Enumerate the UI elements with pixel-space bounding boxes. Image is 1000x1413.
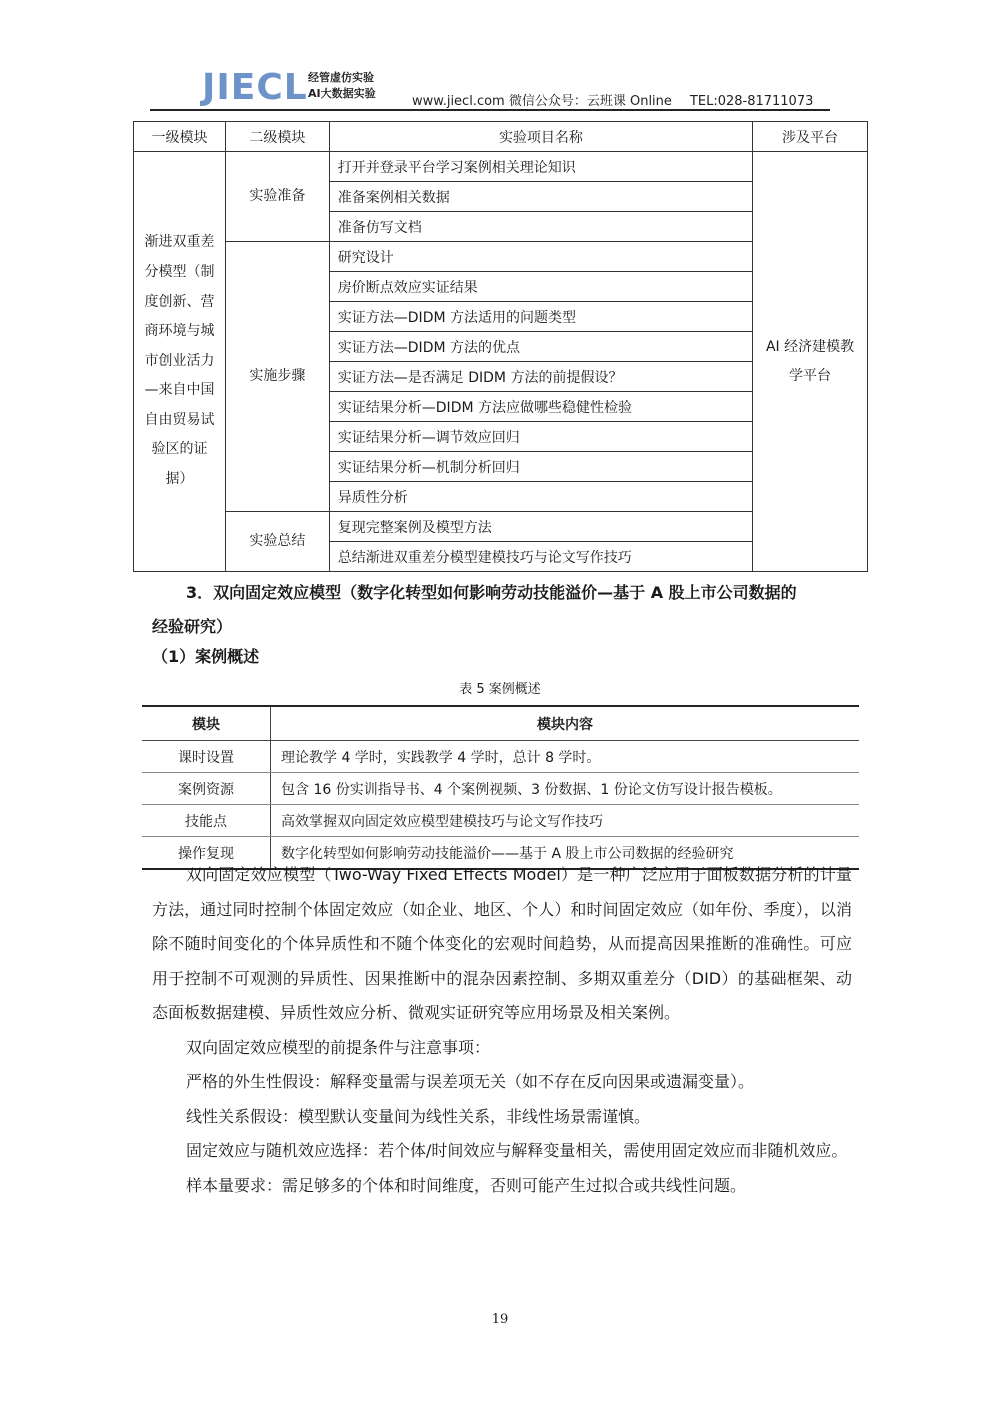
table-header-cell: 一级模块 [134,122,226,152]
experiment-item: 异质性分析 [329,482,752,512]
platform-cell: AI 经济建模教学平台 [753,152,868,572]
page-number: 19 [491,1312,509,1327]
table-caption: 表 5 案例概述 [459,682,541,697]
experiment-item: 准备案例相关数据 [329,182,752,212]
section-heading-line1: 3．双向固定效应模型（数字化转型如何影响劳动技能溢价—基于 A 股上市公司数据的 [186,583,797,602]
experiment-item: 实证结果分析—DIDM 方法应做哪些稳健性检验 [329,392,752,422]
level2-module-cell: 实验准备 [225,152,329,242]
body-text [152,858,852,1203]
table-header-row [134,122,868,152]
section-heading-line2: 经验研究） [152,617,233,636]
header-contact [412,90,813,109]
table-header-cell: 模块内容 [271,706,860,741]
table-header-cell: 模块 [142,706,271,741]
table-header-cell: 涉及平台 [753,122,868,152]
page-header [150,64,850,110]
table-cell: 操作复现 [142,837,271,870]
header-tel: TEL:028-81711073 [689,94,814,109]
table-header-cell: 实验项目名称 [329,122,752,152]
experiment-item: 实证结果分析—调节效应回归 [329,422,752,452]
experiment-item: 实证方法—是否满足 DIDM 方法的前提假设？ [329,362,752,392]
table-cell: 理论教学 4 学时，实践教学 4 学时，总计 8 学时。 [271,741,860,773]
experiment-item: 实证方法—DIDM 方法的优点 [329,332,752,362]
logo-subtitle-line1: 经管虚仿实验 [308,71,374,84]
experiment-item: 房价断点效应实证结果 [329,272,752,302]
table-cell: 数字化转型如何影响劳动技能溢价——基于 A 股上市公司数据的经验研究 [281,845,734,862]
paragraph: 双向固定效应模型的前提条件与注意事项： [186,1037,491,1057]
level2-module-cell: 实验总结 [225,512,329,572]
table-cell: 案例资源 [142,773,271,805]
paragraph: 固定效应与随机效应选择：若个体/时间效应与解释变量相关，需使用固定效应而非随机效应。 [186,1141,848,1160]
paragraph: 样本量要求：需足够多的个体和时间维度，否则可能产生过拟合或共线性问题。 [186,1175,747,1195]
logo-subtitle-line2: AI大数据实验 [308,87,376,100]
table-cell: 高效掌握双向固定效应模型建模技巧与论文写作技巧 [271,805,860,837]
table-cell: 包含 16 份实训指导书、4 个案例视频、3 份数据、1 份论文仿写设计报告模板。 [271,773,860,805]
jiecl-logo: JIECL [202,67,308,108]
paragraph: 线性关系假设：模型默认变量间为线性关系，非线性场景需谨慎。 [186,1106,651,1126]
paragraph: 双向固定效应模型（Two-Way Fixed Effects Model）是一种广泛应用于面板数据分析的计量方法，通过同时控制个体固定效应（如企业、地区、个人）和时间固定效应（如年份、季度），以消除不随时间变化的个体异质性和不随个体变化的宏观时间趋势，从而提高因果推断的准确性。可应用于控制不可观测的异质性、因果推断中的混杂因素控制、多期双重差分（DID）的基础框架、动态面板数据建模、异质性效应分析、微观实证研究等应用场景及相关案例。 [152,865,852,1022]
logo-subtitle [308,70,376,102]
table-row [134,152,868,182]
experiment-table [133,121,868,572]
header-divider [150,109,830,111]
experiment-item: 研究设计 [329,242,752,272]
section-heading [152,576,856,644]
table-row [142,741,859,773]
case-overview-table [142,705,859,870]
table-header-row [142,706,859,741]
table-cell: 课时设置 [142,741,271,773]
table-row [142,773,859,805]
header-website-wechat: www.jiecl.com 微信公众号：云班课 Online [412,94,672,109]
paragraph: 严格的外生性假设：解释变量需与误差项无关（如不存在反向因果或遗漏变量）。 [186,1072,755,1091]
table-row [142,805,859,837]
experiment-item: 打开并登录平台学习案例相关理论知识 [329,152,752,182]
subsection-heading: （1）案例概述 [152,647,260,666]
table-header-cell: 二级模块 [225,122,329,152]
level2-module-cell: 实施步骤 [225,242,329,512]
experiment-item: 实证结果分析—机制分析回归 [329,452,752,482]
experiment-item: 总结渐进双重差分模型建模技巧与论文写作技巧 [329,542,752,572]
experiment-item: 实证方法—DIDM 方法适用的问题类型 [329,302,752,332]
experiment-item: 准备仿写文档 [329,212,752,242]
table-cell: 技能点 [142,805,271,837]
level1-module-cell: 渐进双重差分模型（制度创新、营商环境与城市创业活力—来自中国自由贸易试验区的证据） [134,152,226,572]
experiment-item: 复现完整案例及模型方法 [329,512,752,542]
